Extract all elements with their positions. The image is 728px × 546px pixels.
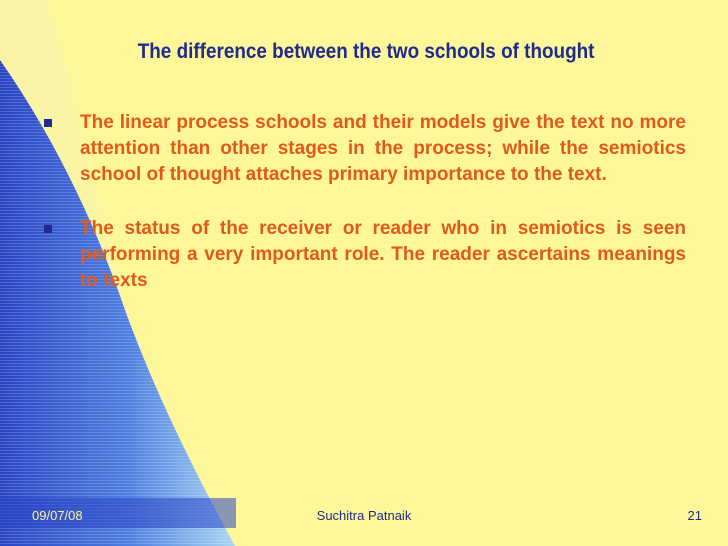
footer-author: Suchitra Patnaik [316, 508, 412, 523]
square-bullet-icon [44, 225, 52, 233]
bullet-text: The linear process schools and their models give the text no more attention than other stages in the process; while the semiotics school of thought attaches primary importance to the text. [80, 112, 686, 185]
page-number: 21 [687, 508, 702, 523]
bullet-item [44, 110, 686, 188]
bullet-text: The status of the receiver or reader who in semiotics is seen performing a very important role. The reader ascertains meanings to texts [80, 218, 686, 291]
bullet-item [44, 216, 686, 294]
square-bullet-icon [44, 119, 52, 127]
footer-date: 09/07/08 [32, 508, 83, 523]
slide-title: The difference between the two schools of thought [137, 40, 595, 63]
bullet-list [44, 110, 686, 322]
